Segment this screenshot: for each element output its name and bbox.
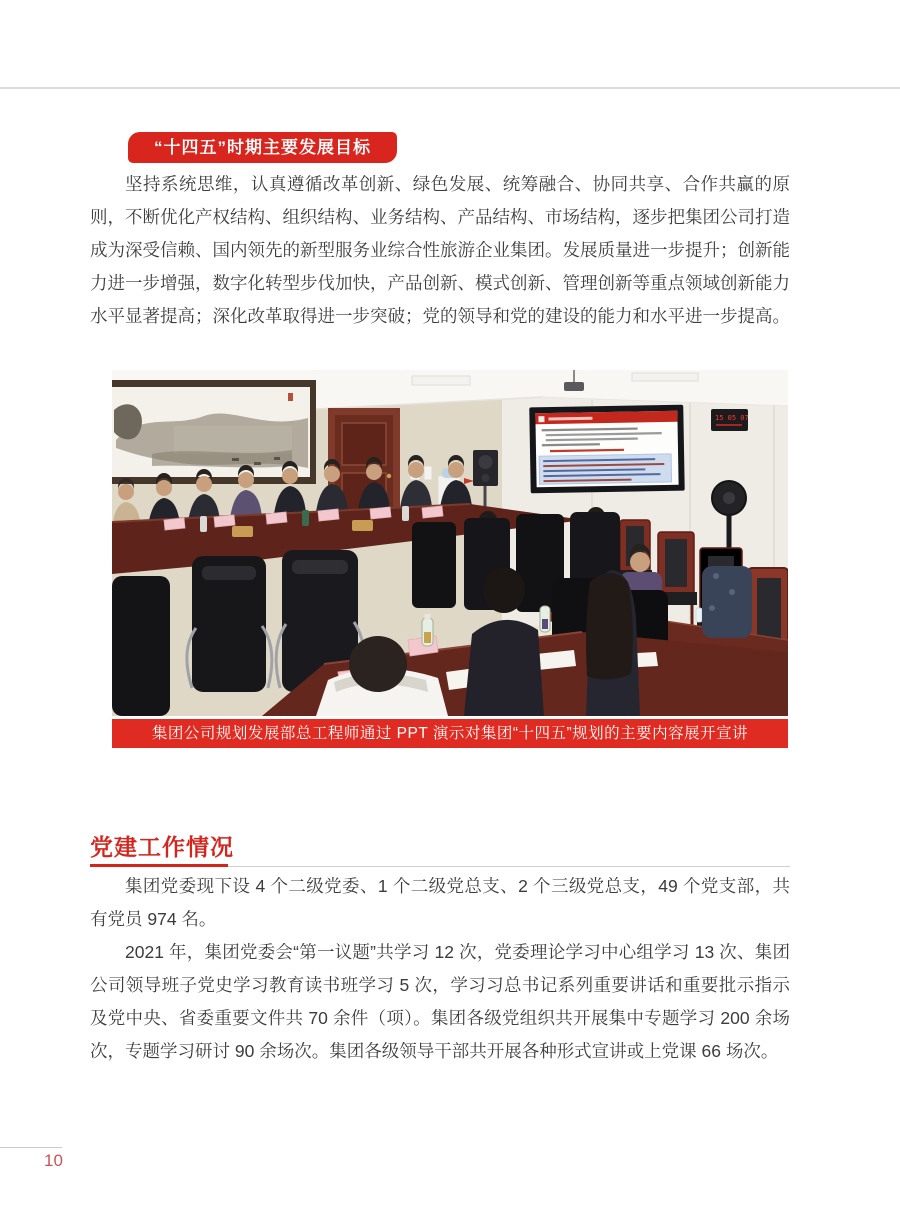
section-title: 党建工作情况: [90, 834, 234, 860]
digital-clock: [711, 409, 749, 431]
intro-paragraph: 坚持系统思维，认真遵循改革创新、绿色发展、统筹融合、协同共享、合作共赢的原则，不断优化产权结构、组织结构、业务结构、产品结构、市场结构，逐步把集团公司打造成为深受信赖、国内领先的新型服务业综合性旅游企业集团。发展质量进一步提升；创新能力进一步增强，数字化转型步伐加快，产品创新、模式创新、管理创新等重点领域创新能力水平显著提高；深化改革取得进一步突破；党的领导和党的建设的能力和水平进一步提高。: [90, 174, 790, 326]
projector-icon: [564, 382, 584, 391]
ceiling-vent: [632, 373, 698, 381]
presentation-screen: [529, 405, 684, 494]
bottle: [302, 510, 309, 526]
tea-bottle: [422, 614, 433, 646]
tissue-box: [232, 526, 253, 537]
landscape-painting: [112, 380, 316, 484]
svg-text:15 05 07: 15 05 07: [715, 414, 749, 422]
section-title-accent: [90, 864, 228, 867]
paragraph: 2021 年，集团党委会“第一议题”共学习 12 次，党委理论学习中心组学习 13 次、集团公司领导班子党史学习教育读书班学习 5 次，学习习总书记系列重要讲话和重要批示指示及党中央、省委重要文件共 70 余件（项）。集团各级党组织共开展集中专题学习 200 余场次，专题学习研讨 90 余场次。集团各级领导干部共开展各种形式宣讲或上党课 66 场次。: [90, 942, 790, 1061]
ceiling-vent: [412, 376, 470, 385]
bottle: [696, 608, 702, 622]
cup: [200, 516, 207, 532]
page-number: 10: [44, 1151, 63, 1170]
section-badge: “十四五”时期主要发展目标: [128, 132, 397, 163]
photo-caption: 集团公司规划发展部总工程师通过 PPT 演示对集团“十四五”规划的主要内容展开宣讲: [112, 719, 788, 748]
cup: [402, 506, 409, 521]
paragraph: 集团党委现下设 4 个二级党委、1 个二级党总支、2 个三级党总支，49 个党支部，共有党员 974 名。: [90, 876, 790, 929]
header-divider: [0, 87, 900, 89]
meeting-photo: [112, 370, 788, 716]
tissue-box: [352, 520, 373, 531]
footer-divider: [0, 1147, 62, 1148]
light-switch: [424, 466, 432, 480]
tea-bottle: [540, 606, 550, 632]
meeting-photo-illustration: [112, 370, 788, 716]
section-body: [90, 870, 790, 1068]
